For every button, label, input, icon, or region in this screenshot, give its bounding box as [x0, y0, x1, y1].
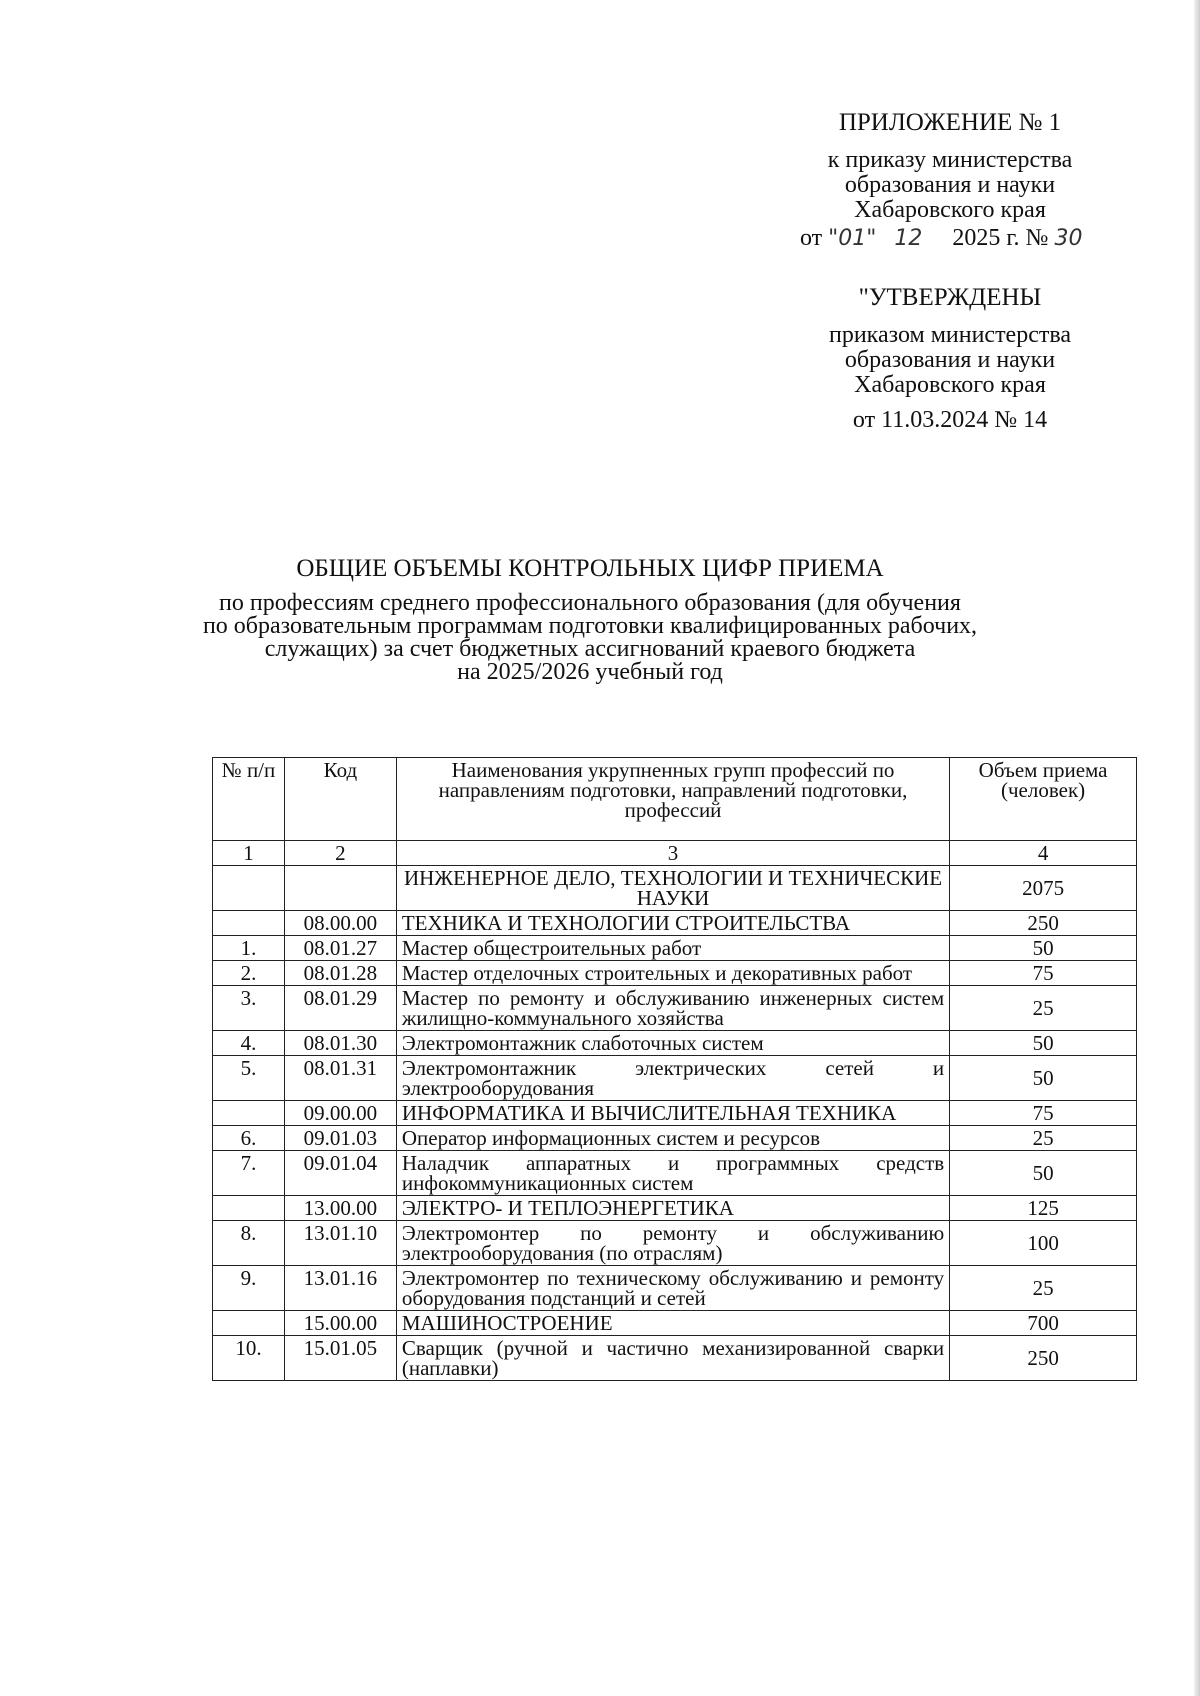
table-row: [213, 1031, 1137, 1056]
row-number: 4.: [213, 1031, 285, 1056]
order-year: 2025 г. №: [952, 225, 1049, 251]
row-group-name: ЭЛЕКТРО- И ТЕПЛОЭНЕРГЕТИКА: [396, 1196, 949, 1221]
row-volume: 50: [950, 936, 1137, 961]
row-profession-name: Мастер общестроительных работ: [396, 936, 949, 961]
row-number: 6.: [213, 1126, 285, 1151]
approved-line: Хабаровского края: [854, 372, 1046, 398]
row-number: 8.: [213, 1221, 285, 1266]
row-profession-name: Мастер по ремонту и обслуживанию инженерных систем жилищно-коммунального хозяйства: [396, 986, 949, 1031]
row-volume: 50: [950, 1056, 1137, 1101]
approved-line: образования и науки: [844, 347, 1056, 373]
row-volume: 700: [950, 1311, 1137, 1336]
table-row: [213, 1056, 1137, 1101]
row-profession-name: Электромонтер по ремонту и обслуживанию электрооборудования (по отраслям): [396, 1221, 949, 1266]
appendix-line: Хабаровского края: [854, 197, 1046, 223]
row-volume: 25: [950, 986, 1137, 1031]
row-volume: 75: [950, 961, 1137, 986]
row-volume: 250: [950, 1336, 1137, 1381]
row-number: [213, 866, 285, 911]
row-code: 09.01.04: [284, 1151, 396, 1196]
row-code: 08.01.31: [284, 1056, 396, 1101]
row-code: [284, 866, 396, 911]
header-num: № п/п: [213, 758, 285, 841]
order-line: [800, 226, 1082, 251]
table-row: [213, 1266, 1137, 1311]
row-code: 13.01.16: [284, 1266, 396, 1311]
row-volume: 75: [950, 1101, 1137, 1126]
row-code: 08.01.28: [284, 961, 396, 986]
row-number: 3.: [213, 986, 285, 1031]
row-volume: 25: [950, 1266, 1137, 1311]
order-number-handwritten: 30: [1054, 226, 1083, 251]
document-subtitle: [200, 592, 980, 684]
row-group-name: ТЕХНИКА И ТЕХНОЛОГИИ СТРОИТЕЛЬСТВА: [396, 911, 949, 936]
column-number: 1: [213, 841, 285, 866]
table-row: [213, 961, 1137, 986]
table-row: [213, 986, 1137, 1031]
table-row: [213, 1336, 1137, 1381]
row-group-name: ИНФОРМАТИКА И ВЫЧИСЛИТЕЛЬНАЯ ТЕХНИКА: [396, 1101, 949, 1126]
subtitle-line: по профессиям среднего профессионального образования (для обучения: [219, 590, 961, 616]
table-row: [213, 1151, 1137, 1196]
row-code: 15.00.00: [284, 1311, 396, 1336]
row-volume: 25: [950, 1126, 1137, 1151]
row-volume: 100: [950, 1221, 1137, 1266]
row-profession-name: Электромонтажник электрических сетей и электрооборудования: [396, 1056, 949, 1101]
row-code: 09.00.00: [284, 1101, 396, 1126]
table-row: [213, 911, 1137, 936]
row-volume: 2075: [950, 866, 1137, 911]
row-profession-name: Электромонтажник слаботочных систем: [396, 1031, 949, 1056]
row-number: [213, 911, 285, 936]
row-profession-name: Оператор информационных систем и ресурсов: [396, 1126, 949, 1151]
table-header-row: [213, 758, 1137, 841]
row-number: 10.: [213, 1336, 285, 1381]
appendix-title: ПРИЛОЖЕНИЕ № 1: [838, 109, 1062, 136]
row-number: 1.: [213, 936, 285, 961]
row-volume: 250: [950, 911, 1137, 936]
row-group-name: ИНЖЕНЕРНОЕ ДЕЛО, ТЕХНОЛОГИИ И ТЕХНИЧЕСКИЕ НАУКИ: [396, 866, 949, 911]
row-number: [213, 1311, 285, 1336]
column-number: 3: [396, 841, 949, 866]
appendix-lines: [770, 148, 1130, 223]
row-code: 08.01.30: [284, 1031, 396, 1056]
header-volume: Объем приема (человек): [950, 758, 1137, 841]
approved-title: "УТВЕРЖДЕНЫ: [858, 284, 1042, 311]
order-day-handwritten: "01": [828, 226, 877, 251]
row-profession-name: Наладчик аппаратных и программных средств инфокоммуникационных систем: [396, 1151, 949, 1196]
table-row: [213, 1196, 1137, 1221]
row-volume: 125: [950, 1196, 1137, 1221]
admission-quota-table: [212, 757, 1137, 1381]
table-row: [213, 1221, 1137, 1266]
row-code: 13.01.10: [284, 1221, 396, 1266]
approved-line: приказом министерства: [828, 322, 1072, 348]
column-number-row: [213, 841, 1137, 866]
order-prefix: от: [800, 225, 823, 251]
row-number: 7.: [213, 1151, 285, 1196]
table-row: [213, 866, 1137, 911]
row-number: [213, 1196, 285, 1221]
approved-lines: [770, 323, 1130, 398]
table-row: [213, 1126, 1137, 1151]
row-number: 2.: [213, 961, 285, 986]
row-code: 08.00.00: [284, 911, 396, 936]
subtitle-line: по образовательным программам подготовки квалифицированных рабочих,: [202, 613, 978, 639]
appendix-line: образования и науки: [844, 172, 1056, 198]
row-profession-name: Мастер отделочных строительных и декоративных работ: [396, 961, 949, 986]
table-row: [213, 936, 1137, 961]
column-number: 4: [950, 841, 1137, 866]
row-number: 5.: [213, 1056, 285, 1101]
row-volume: 50: [950, 1151, 1137, 1196]
row-number: [213, 1101, 285, 1126]
subtitle-line: на 2025/2026 учебный год: [457, 659, 723, 685]
row-code: 08.01.27: [284, 936, 396, 961]
appendix-line: к приказу министерства: [827, 147, 1073, 173]
document-title: ОБЩИЕ ОБЪЕМЫ КОНТРОЛЬНЫХ ЦИФР ПРИЕМА: [296, 555, 884, 582]
row-volume: 50: [950, 1031, 1137, 1056]
row-number: 9.: [213, 1266, 285, 1311]
row-code: 13.00.00: [284, 1196, 396, 1221]
row-code: 15.01.05: [284, 1336, 396, 1381]
scan-edge: [1194, 0, 1200, 1696]
header-code: Код: [284, 758, 396, 841]
row-group-name: МАШИНОСТРОЕНИЕ: [396, 1311, 949, 1336]
header-name: Наименования укрупненных групп профессий по направлениям подготовки, направлений подготовки, профессий: [396, 758, 949, 841]
approved-date: от 11.03.2024 № 14: [852, 407, 1048, 433]
subtitle-line: служащих) за счет бюджетных ассигнований краевого бюджета: [264, 636, 916, 662]
table-row: [213, 1101, 1137, 1126]
row-profession-name: Электромонтер по техническому обслуживанию и ремонту оборудования подстанций и сетей: [396, 1266, 949, 1311]
row-profession-name: Сварщик (ручной и частично механизированной сварки (наплавки): [396, 1336, 949, 1381]
table-row: [213, 1311, 1137, 1336]
order-month-handwritten: 12: [894, 226, 923, 251]
row-code: 09.01.03: [284, 1126, 396, 1151]
column-number: 2: [284, 841, 396, 866]
row-code: 08.01.29: [284, 986, 396, 1031]
